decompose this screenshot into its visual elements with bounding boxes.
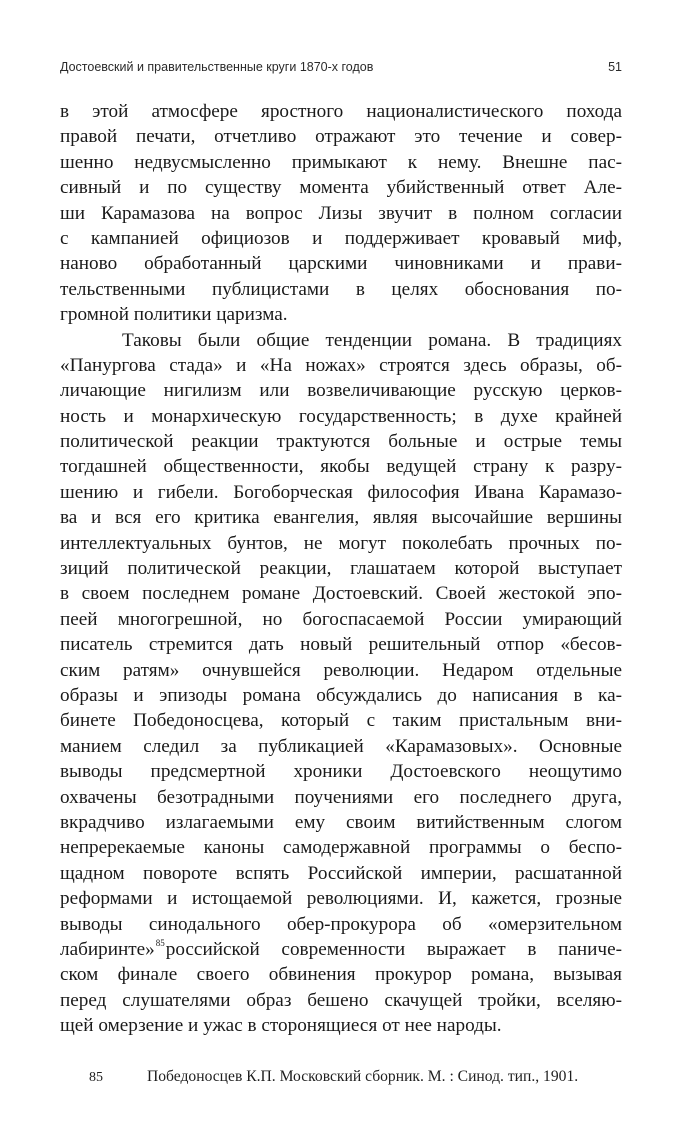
text-line: ность и монархическую государственность; в духе крайней	[60, 405, 622, 427]
text-line: шенно недвусмысленно примыкают к нему. Внешне пас-	[60, 151, 622, 173]
text-line: шению и гибели. Богоборческая философия Ивана Карамазо-	[60, 481, 622, 503]
text-line: «Панургова стада» и «На ножах» строятся здесь образы, об-	[60, 354, 622, 376]
text-line: пеей многогрешной, но богоспасаемой России умирающий	[60, 608, 622, 630]
text-line: личающие нигилизм или возвеличивающие русскую церков-	[60, 380, 622, 402]
paragraph-1	[60, 99, 622, 328]
text-line: непререкаемые каноны самодержавной программы о беспо-	[60, 837, 622, 859]
footnote-number: 85	[89, 1070, 103, 1085]
text-line: в этой атмосфере яростного националистического похода	[60, 101, 622, 122]
page-number: 51	[608, 60, 622, 74]
paragraph-2	[60, 328, 622, 1039]
footnote-reference[interactable]: 85	[155, 937, 165, 948]
footnote	[60, 1068, 622, 1086]
text-line: громной политики царизма.	[60, 304, 288, 326]
text-line: образы и эпизоды романа обсуждались до написания в ка-	[60, 684, 622, 706]
text-line: реформами и истощаемой революциями. И, кажется, грозные	[60, 888, 622, 910]
text-line: выводы синодального обер-прокурора об «омерзительном	[60, 913, 622, 935]
body-text	[60, 99, 622, 1038]
text-line: политической реакции трактуются больные и острые темы	[60, 431, 622, 453]
text-line: тельственными публицистами в целях обоснования по-	[60, 278, 622, 300]
text-segment: российской современности выражает в паниче-	[165, 938, 622, 960]
text-line: охвачены безотрадными поучениями его последнего друга,	[60, 786, 622, 808]
text-line: ши Карамазова на вопрос Лизы звучит в полном согласии	[60, 202, 622, 224]
text-line: ским ратям» очнувшейся революции. Недаром отдельные	[60, 659, 622, 681]
text-line: манием следил за публикацией «Карамазовых». Основные	[60, 735, 622, 757]
text-line: с кампанией официозов и поддерживает кровавый миф,	[60, 227, 622, 249]
text-line: щадном повороте вспять Российской империи, расшатанной	[60, 862, 622, 884]
text-line: перед слушателями образ бешено скачущей тройки, вселяю-	[60, 989, 622, 1011]
text-line: вкрадчиво излагаемыми ему своим витийственным слогом	[60, 811, 622, 833]
text-line: ва и вся его критика евангелия, являя высочайшие вершины	[60, 507, 622, 529]
text-line: Таковы были общие тенденции романа. В традициях	[122, 329, 622, 351]
text-line: в своем последнем романе Достоевский. Своей жестокой эпо-	[60, 583, 622, 605]
text-segment: лабиринте»	[60, 938, 155, 960]
text-line: ском финале своего обвинения прокурор романа, вызывая	[60, 964, 622, 986]
text-line: правой печати, отчетливо отражают это течение и совер-	[60, 126, 622, 148]
text-line: тогдашней общественности, якобы ведущей страну к разру-	[60, 456, 622, 478]
text-line: интеллектуальных бунтов, не могут поколебать прочных по-	[60, 532, 622, 554]
text-line: писатель стремится дать новый решительный отпор «бесов-	[60, 634, 622, 656]
text-line: щей омерзение и ужас в сторонящиеся от нее народы.	[60, 1015, 502, 1037]
text-line: бинете Победоносцева, который с таким пристальным вни-	[60, 710, 622, 732]
running-title: Достоевский и правительственные круги 1870-х годов	[60, 60, 374, 74]
text-line: наново обработанный царскими чиновниками и прави-	[60, 253, 622, 275]
text-line: сивный и по существу момента убийственный ответ Але-	[60, 177, 622, 199]
footnote-text: Победоносцев К.П. Московский сборник. М. : Синод. тип., 1901.	[147, 1068, 579, 1085]
running-header	[60, 60, 622, 80]
text-line: выводы предсмертной хроники Достоевского неощутимо	[60, 761, 622, 783]
text-line-with-noteref	[60, 937, 622, 962]
text-line: зиций политической реакции, глашатаем которой выступает	[60, 558, 622, 580]
